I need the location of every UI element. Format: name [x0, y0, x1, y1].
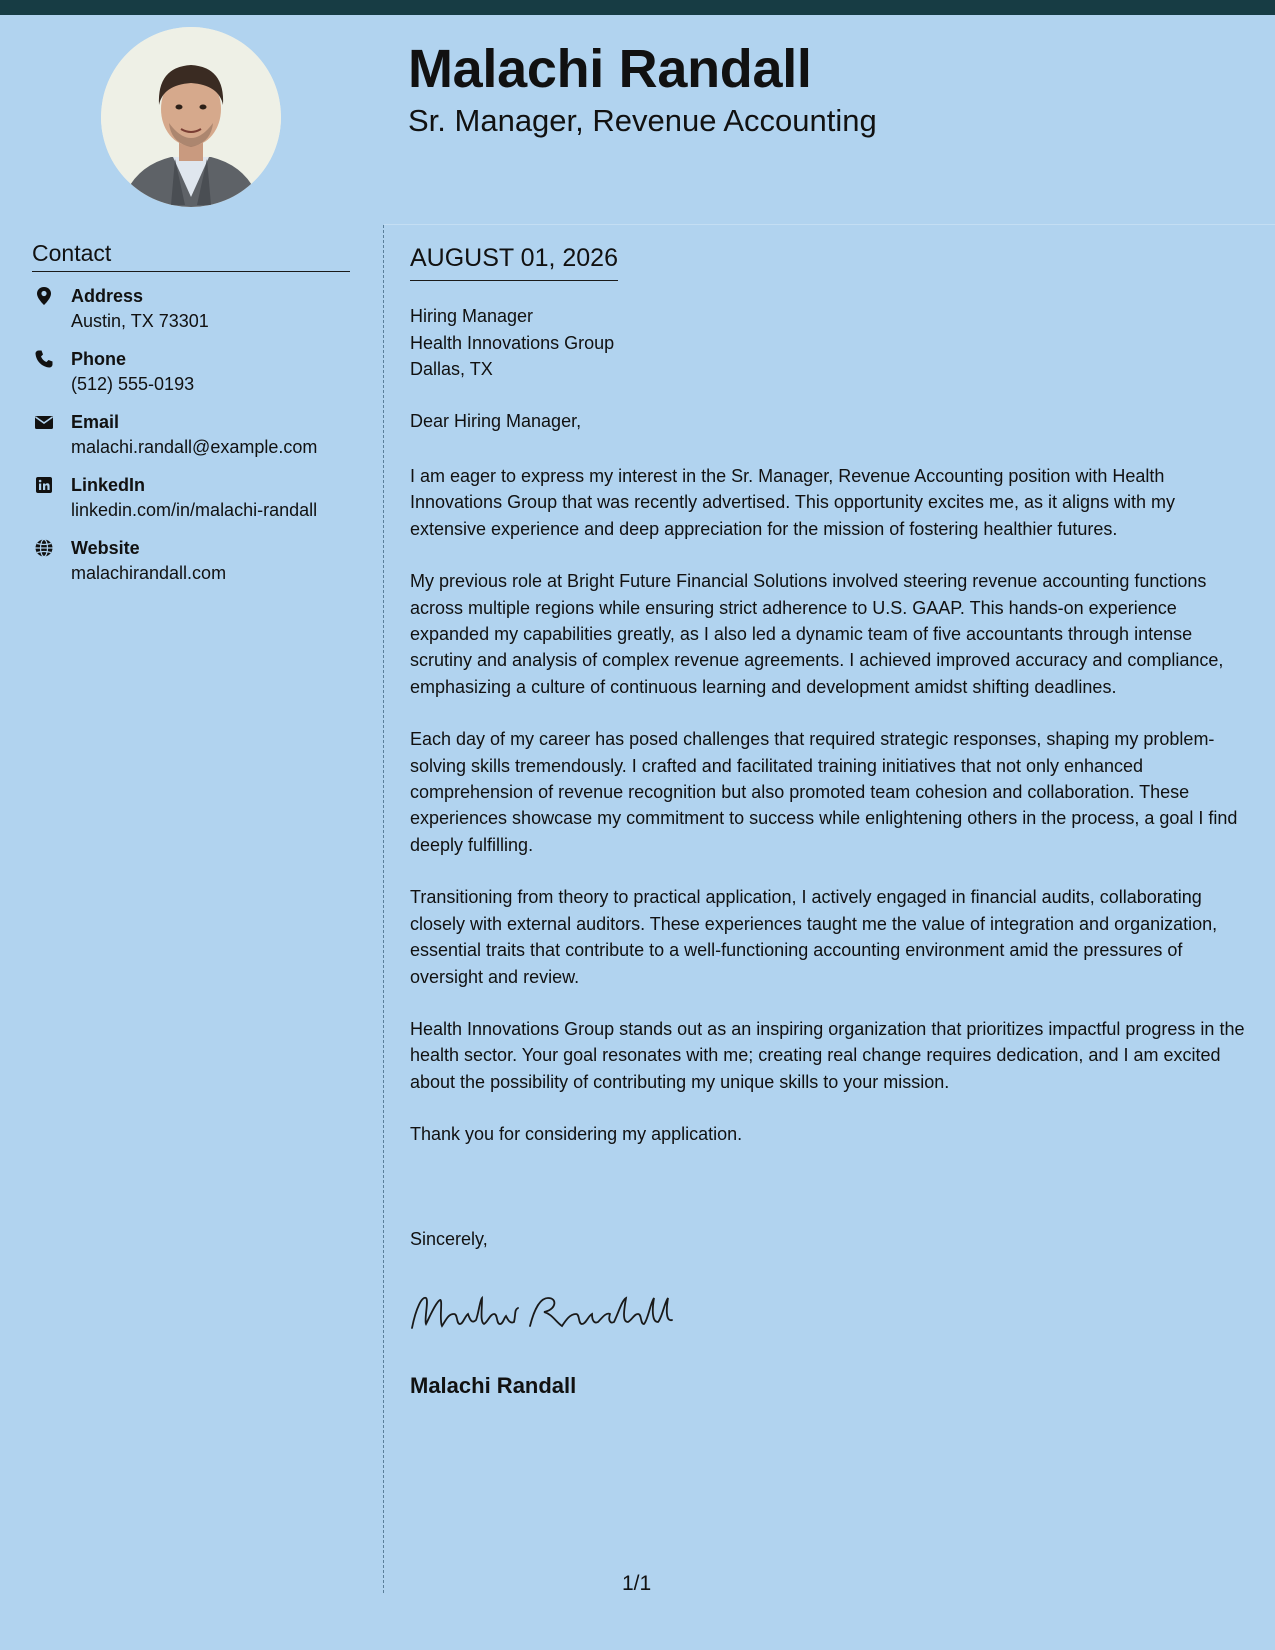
globe-icon — [34, 538, 54, 558]
handwritten-signature — [408, 1290, 678, 1338]
salutation: Dear Hiring Manager, — [410, 411, 582, 431]
signer-name: Malachi Randall — [410, 1373, 577, 1398]
envelope-icon — [34, 412, 54, 432]
contact-label: Email — [71, 412, 120, 432]
letter-paragraph: My previous role at Bright Future Financial Solutions involved steering revenue accounting functions across multiple regions while ensuring strict adherence to U.S. GAAP. This hands-on experience expanded my capabilities greatly, as I also led a dynamic team of five accountants through intense scrutiny and analysis of complex revenue agreements. I achieved improved accuracy and compliance, emphasizing a culture of continuous learning and development amidst shifting deadlines. — [410, 571, 1224, 697]
recipient-line: Dallas, TX — [410, 359, 493, 379]
top-accent-bar — [0, 0, 1275, 15]
contact-item-website — [32, 536, 362, 599]
letter-paragraph: Health Innovations Group stands out as an inspiring organization that prioritizes impactful progress in the health sector. Your goal resonates with me; creating real change requires dedication, and I am excited about the possibility of contributing my unique skills to your mission. — [410, 1018, 1245, 1092]
candidate-title: Sr. Manager, Revenue Accounting — [408, 103, 877, 138]
signature-image — [408, 1290, 678, 1338]
contact-value[interactable]: malachirandall.com — [71, 563, 227, 583]
closing: Sincerely, — [410, 1229, 488, 1249]
contact-value[interactable]: linkedin.com/in/malachi-randall — [71, 500, 318, 520]
contact-item-address — [32, 284, 362, 347]
letter-paragraph: Each day of my career has posed challenges that required strategic responses, shaping my problem-solving skills tremendously. I crafted and facilitated training initiatives that not only enhanced comprehension of revenue recognition but also promoted team cohesion and collaboration. These experiences showcase my commitment to success while enlightening others in the process, a goal I find deeply fulfilling. — [410, 729, 1238, 855]
contact-item-phone — [32, 347, 362, 410]
contact-item-email — [32, 410, 362, 473]
letter-paragraph: Thank you for considering my application. — [410, 1124, 743, 1145]
contact-label: Address — [71, 286, 144, 306]
contact-list — [32, 284, 362, 599]
linkedin-icon — [34, 475, 54, 495]
candidate-name: Malachi Randall — [408, 39, 812, 99]
page-indicator: 1/1 — [622, 1572, 652, 1595]
profile-photo-image — [101, 27, 281, 207]
letter-body — [410, 463, 1250, 1174]
contact-label: Website — [71, 538, 140, 558]
contact-item-linkedin — [32, 473, 362, 536]
letter-date: AUGUST 01, 2026 — [410, 244, 618, 281]
recipient-line: Hiring Manager — [410, 306, 534, 326]
phone-icon — [34, 349, 54, 369]
location-pin-icon — [34, 286, 54, 306]
column-divider — [383, 225, 384, 1593]
header-divider — [384, 224, 1275, 225]
letter-paragraph: I am eager to express my interest in the Sr. Manager, Revenue Accounting position with Health Innovations Group that was recently advertised. This opportunity excites me, as it aligns with my extensive experience and deep appreciation for the mission of fostering healthier futures. — [410, 466, 1176, 539]
profile-photo — [101, 27, 281, 207]
contact-heading: Contact — [32, 240, 350, 272]
contact-value: Austin, TX 73301 — [71, 311, 209, 331]
recipient-block — [410, 303, 614, 383]
recipient-line: Health Innovations Group — [410, 332, 615, 353]
letter-paragraph: Transitioning from theory to practical application, I actively engaged in financial audits, collaborating closely with external auditors. These experiences taught me the value of integration and organization, essential traits that contribute to a well-functioning accounting environment amid the pressures of oversight and review. — [410, 887, 1218, 987]
contact-value: (512) 555-0193 — [71, 374, 195, 394]
contact-label: Phone — [71, 349, 127, 369]
contact-value[interactable]: malachi.randall@example.com — [71, 437, 318, 457]
contact-label: LinkedIn — [71, 475, 146, 495]
